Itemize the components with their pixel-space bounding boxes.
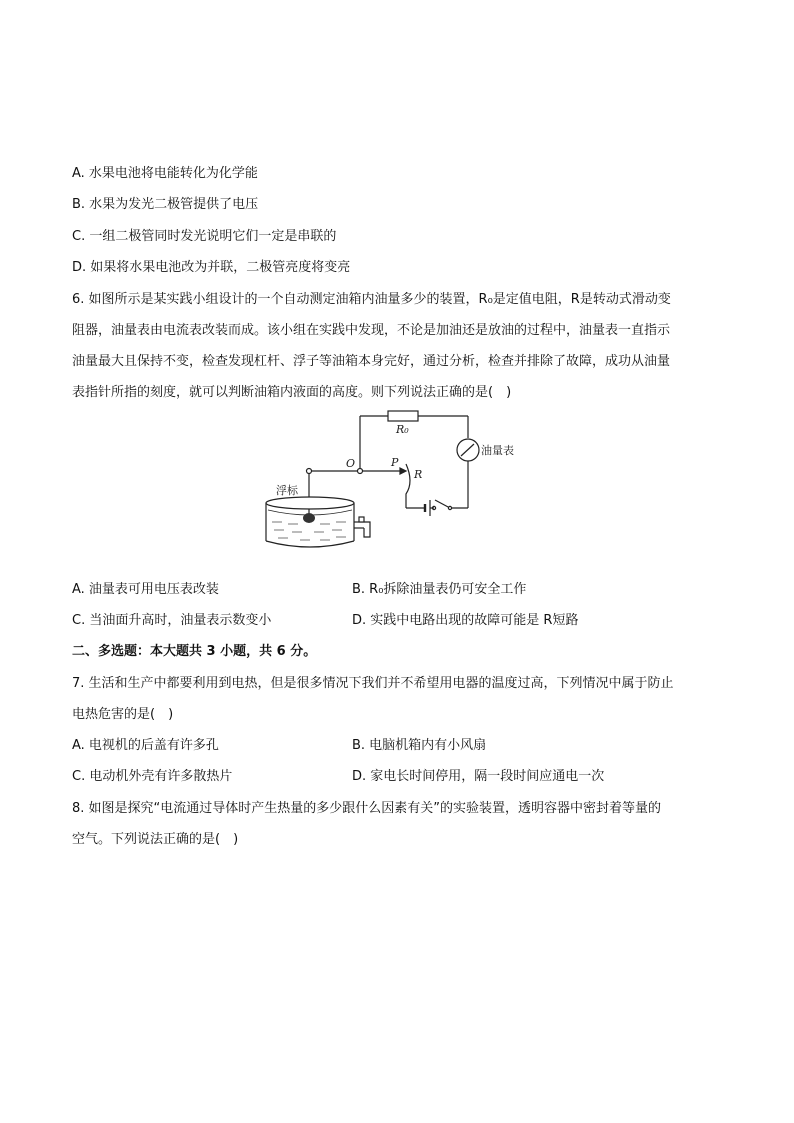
q6-stem-line: 阻器，油量表由电流表改装而成。该小组在实践中发现，不论是加油还是放油的过程中，油量表一直指示 (72, 323, 671, 338)
q5-option-d: D. 如果将水果电池改为并联，二极管亮度将变亮 (72, 260, 351, 275)
pivot-label: O (346, 457, 356, 470)
q7-stem (72, 668, 722, 730)
q6-stem (72, 284, 722, 408)
q5-option-b: B. 水果为发光二极管提供了电压 (72, 197, 259, 212)
q5-option-a: A. 水果电池将电能转化为化学能 (72, 166, 258, 181)
rheostat-label: R (414, 468, 423, 481)
meter-label: 油量表 (481, 444, 514, 457)
r0-label: R₀ (396, 423, 409, 436)
q6-stem-line: 表指针所指的刻度，就可以判断油箱内液面的高度。则下列说法正确的是( ) (72, 385, 512, 400)
q7-option-d: D. 家电长时间停用，隔一段时间应通电一次 (352, 769, 605, 784)
q7-option-c: C. 电动机外壳有许多散热片 (72, 769, 233, 784)
oil-gauge-circuit-figure (260, 404, 530, 554)
float-ball (303, 513, 315, 523)
q6-option-a: A. 油量表可用电压表改装 (72, 582, 219, 597)
q6-option-d: D. 实践中电路出现的故障可能是 R短路 (352, 613, 579, 628)
q6-option-c: C. 当油面升高时，油量表示数变小 (72, 613, 272, 628)
q6-stem-line: 6. 如图所示是某实践小组设计的一个自动测定油箱内油量多少的装置，R₀是定值电阻，R是转动式滑动变 (72, 292, 671, 307)
section-heading (72, 642, 316, 662)
q8-stem-line: 空气。下列说法正确的是( ) (72, 832, 239, 847)
section-text: 本大题共 3 小题，共 6 分。 (150, 644, 317, 659)
q7-option-a: A. 电视机的后盖有许多孔 (72, 738, 219, 753)
q5-option-c: C. 一组二极管同时发光说明它们一定是串联的 (72, 229, 337, 244)
q6-stem-line: 油量最大且保持不变，检查发现杠杆、浮子等油箱本身完好，通过分析，检查并排除了故障，成功从油量 (72, 354, 671, 369)
q7-option-b: B. 电脑机箱内有小风扇 (352, 738, 487, 753)
q7-stem-line: 7. 生活和生产中都要利用到电热，但是很多情况下我们并不希望用电器的温度过高，下列情况中属于防止 (72, 676, 674, 691)
q7-stem-line: 电热危害的是( ) (72, 707, 174, 722)
float-label: 浮标 (276, 484, 298, 497)
q8-stem (72, 793, 722, 855)
section-prefix: 二、多选题： (72, 644, 151, 659)
q8-stem-line: 8. 如图是探究“电流通过导体时产生热量的多少跟什么因素有关”的实验装置，透明容器中密封着等量的 (72, 801, 662, 816)
slider-label: P (391, 456, 399, 469)
q6-option-b: B. R₀拆除油量表仍可安全工作 (352, 582, 527, 597)
